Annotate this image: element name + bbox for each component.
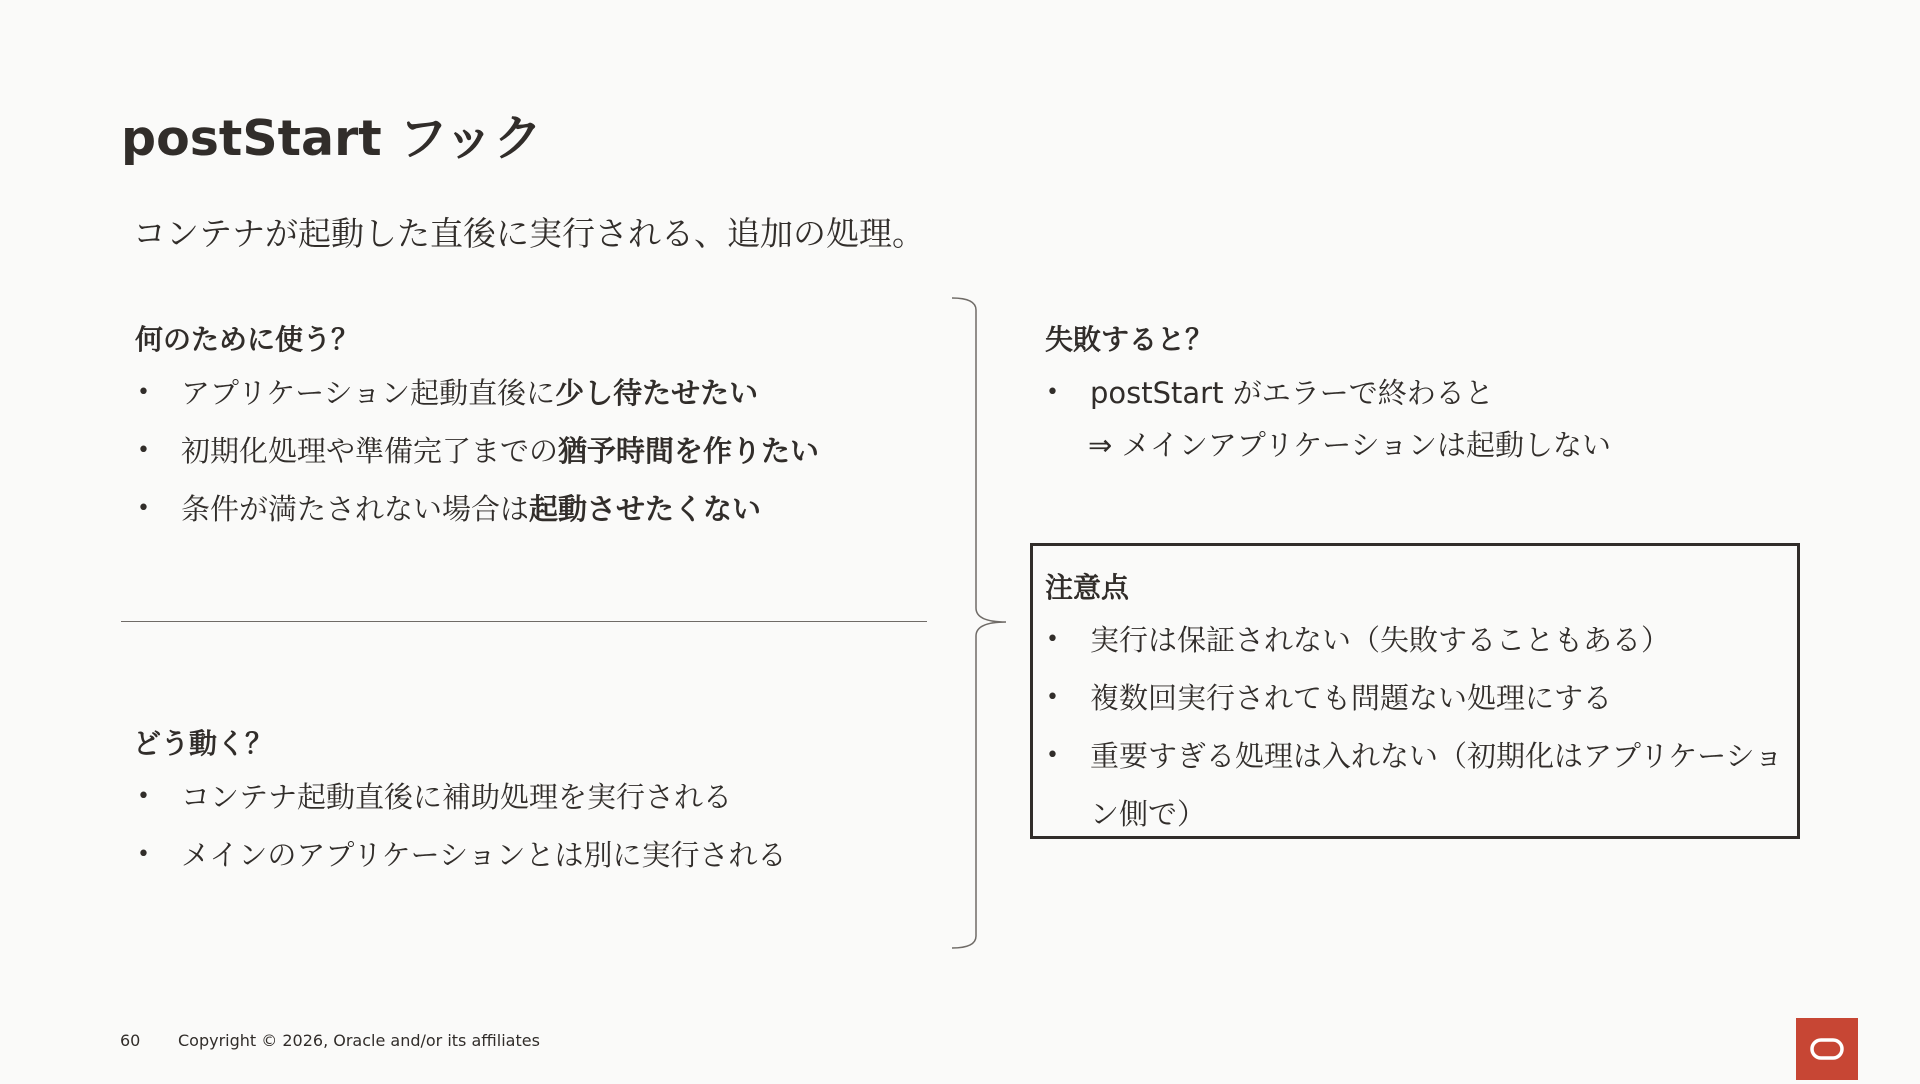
page-number: 60 <box>120 1031 141 1050</box>
failure-heading: 失敗すると？ <box>1045 323 1214 356</box>
list-item: • 複数回実行されても問題ない処理にする <box>1044 669 1784 727</box>
purpose-list <box>135 364 819 538</box>
slide-subtitle: コンテナが起動した直後に実行される、追加の処理。 <box>133 214 925 253</box>
list-item: • コンテナ起動直後に補助処理を実行される <box>135 768 787 826</box>
how-heading: どう動く？ <box>133 727 274 760</box>
list-item: • 実行は保証されない（失敗することもある） <box>1044 611 1784 669</box>
how-list <box>135 768 787 884</box>
failure-list <box>1044 364 1494 422</box>
purpose-heading: 何のために使う？ <box>135 323 360 356</box>
failure-consequence: ⇒ メインアプリケーションは起動しない <box>1088 428 1612 462</box>
oracle-logo-icon <box>1796 1018 1858 1080</box>
list-item: • 重要すぎる処理は入れない（初期化はアプリケーション側で） <box>1044 727 1784 843</box>
section-divider <box>121 621 927 622</box>
copyright-text: Copyright © 2026, Oracle and/or its affiliates <box>178 1031 540 1050</box>
caution-list <box>1044 611 1784 843</box>
oracle-logo <box>1796 1018 1858 1080</box>
list-item: • 初期化処理や準備完了までの猶予時間を作りたい <box>135 422 819 480</box>
caution-heading: 注意点 <box>1045 571 1130 604</box>
curly-brace <box>950 296 1010 950</box>
list-item: • メインのアプリケーションとは別に実行される <box>135 826 787 884</box>
list-item: • 条件が満たされない場合は起動させたくない <box>135 480 819 538</box>
list-item: • アプリケーション起動直後に少し待たせたい <box>135 364 819 422</box>
list-item: • postStart がエラーで終わると <box>1044 364 1494 422</box>
slide-title: postStart フック <box>121 110 543 167</box>
